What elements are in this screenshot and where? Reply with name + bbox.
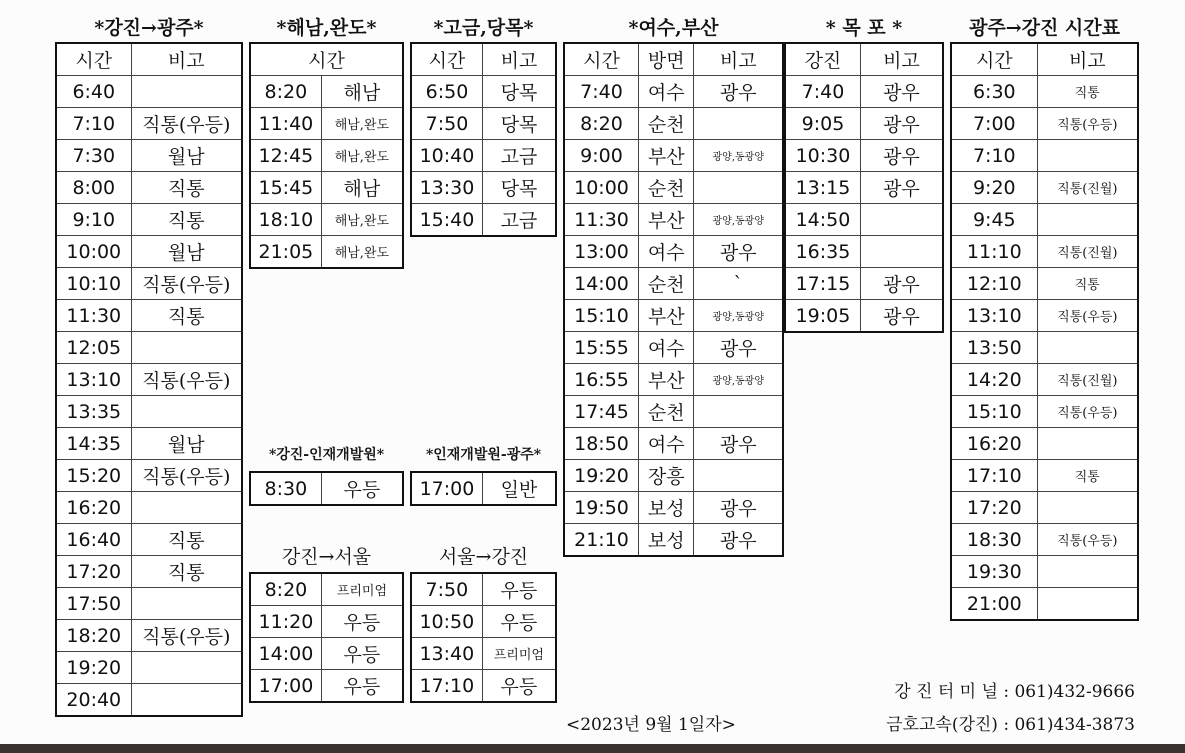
time-cell: 10:00 <box>564 172 638 204</box>
note-cell: 광우 <box>860 76 943 108</box>
time-cell: 15:20 <box>56 460 131 492</box>
table-row <box>564 332 783 364</box>
time-cell: 10:40 <box>411 140 482 172</box>
table-row <box>951 300 1138 332</box>
direction-cell: 보성 <box>638 524 694 557</box>
note-cell: 광우 <box>860 108 943 140</box>
table-row <box>56 620 242 652</box>
note-cell <box>131 588 242 620</box>
time-cell: 17:00 <box>250 670 321 703</box>
table-row <box>951 428 1138 460</box>
note-cell: 직통 <box>131 300 242 332</box>
time-cell: 7:40 <box>564 76 638 108</box>
table-row <box>951 460 1138 492</box>
table-row <box>56 76 242 108</box>
column-header-note: 비고 <box>1037 43 1138 76</box>
note-cell <box>1037 428 1138 460</box>
direction-cell: 순천 <box>638 108 694 140</box>
note-cell: 직통(우등) <box>131 620 242 652</box>
note-cell: 광양,동광양 <box>694 140 783 172</box>
note-cell: 광양,동광양 <box>694 300 783 332</box>
haenam-table <box>249 42 404 269</box>
inje-out-title: *강진-인재개발원* <box>268 447 385 463</box>
table-row <box>785 76 943 108</box>
table-row <box>56 556 242 588</box>
note-cell <box>131 684 242 717</box>
seoul-out-title: 강진→서울 <box>281 546 372 568</box>
note-cell: 월남 <box>131 236 242 268</box>
table-row <box>411 670 556 703</box>
note-cell: 직통 <box>1037 76 1138 108</box>
direction-cell: 보성 <box>638 492 694 524</box>
direction-cell: 여수 <box>638 332 694 364</box>
note-cell <box>860 204 943 236</box>
time-cell: 7:50 <box>411 108 482 140</box>
time-cell: 20:40 <box>56 684 131 717</box>
time-cell: 7:10 <box>56 108 131 140</box>
time-cell: 9:10 <box>56 204 131 236</box>
table-row <box>56 172 242 204</box>
seoul-out-table <box>249 572 404 703</box>
gangjin-return-title: 광주→강진 시간표 <box>968 17 1120 39</box>
note-cell: 광양,동광양 <box>694 364 783 396</box>
direction-cell: 순천 <box>638 396 694 428</box>
table-row <box>250 670 403 703</box>
note-cell: 광우 <box>860 172 943 204</box>
table-row <box>951 140 1138 172</box>
table-row <box>411 638 556 670</box>
note-cell: 직통(진월) <box>1037 172 1138 204</box>
note-cell: 광우 <box>694 524 783 557</box>
table-row <box>56 588 242 620</box>
table-row <box>250 140 403 172</box>
table-row <box>564 428 783 460</box>
inje-out-table <box>249 471 404 506</box>
time-cell: 18:20 <box>56 620 131 652</box>
table-row <box>411 76 556 108</box>
time-cell: 15:45 <box>250 172 321 204</box>
note-cell: 해남,완도 <box>321 204 403 236</box>
note-cell: 당목 <box>482 108 556 140</box>
column-header-time: 시간 <box>951 43 1037 76</box>
note-cell: 광양,동광양 <box>694 204 783 236</box>
table-row <box>564 460 783 492</box>
column-header-note: 비고 <box>860 43 943 76</box>
table-row <box>785 268 943 300</box>
note-cell: 직통 <box>131 524 242 556</box>
time-cell: 13:50 <box>951 332 1037 364</box>
gogeum-table <box>410 42 557 237</box>
note-cell <box>694 108 783 140</box>
direction-cell: 부산 <box>638 204 694 236</box>
time-cell: 9:20 <box>951 172 1037 204</box>
time-cell: 8:20 <box>564 108 638 140</box>
bottom-edge <box>0 744 1185 753</box>
table-row <box>411 108 556 140</box>
table-row <box>411 204 556 237</box>
note-cell <box>131 492 242 524</box>
table-row <box>951 524 1138 556</box>
time-cell: 17:20 <box>951 492 1037 524</box>
note-cell: 우등 <box>482 670 556 703</box>
table-row <box>785 300 943 333</box>
note-cell: 고금 <box>482 204 556 237</box>
note-cell: 직통 <box>1037 460 1138 492</box>
table-row <box>951 332 1138 364</box>
yeosu-table <box>563 42 784 557</box>
note-cell <box>131 396 242 428</box>
note-cell <box>1037 140 1138 172</box>
table-row <box>951 492 1138 524</box>
note-cell: 당목 <box>482 172 556 204</box>
time-cell: 8:20 <box>250 76 321 108</box>
table-row <box>564 108 783 140</box>
table-row <box>951 204 1138 236</box>
table-row <box>56 140 242 172</box>
time-cell: 7:50 <box>411 573 482 606</box>
direction-cell: 장흥 <box>638 460 694 492</box>
table-row <box>564 140 783 172</box>
note-cell: 직통 <box>131 556 242 588</box>
time-cell: 16:40 <box>56 524 131 556</box>
table-row <box>785 172 943 204</box>
table-row <box>564 172 783 204</box>
note-cell: 당목 <box>482 76 556 108</box>
table-row <box>56 524 242 556</box>
note-cell: 직통(진월) <box>1037 236 1138 268</box>
table-row <box>56 236 242 268</box>
time-cell: 7:40 <box>785 76 860 108</box>
direction-cell: 부산 <box>638 300 694 332</box>
column-header-note: 비고 <box>482 43 556 76</box>
table-row <box>56 492 242 524</box>
table-row <box>56 364 242 396</box>
time-cell: 10:10 <box>56 268 131 300</box>
time-cell: 6:50 <box>411 76 482 108</box>
time-cell: 21:00 <box>951 588 1037 621</box>
time-cell: 11:40 <box>250 108 321 140</box>
time-cell: 11:30 <box>564 204 638 236</box>
time-cell: 14:00 <box>250 638 321 670</box>
mokpo-table <box>784 42 944 333</box>
direction-cell: 부산 <box>638 140 694 172</box>
note-cell: 직통(우등) <box>131 364 242 396</box>
time-cell: 13:35 <box>56 396 131 428</box>
note-cell: 직통 <box>131 172 242 204</box>
time-cell: 14:35 <box>56 428 131 460</box>
table-row <box>250 573 403 606</box>
time-cell: 17:00 <box>411 472 482 505</box>
direction-cell: 부산 <box>638 364 694 396</box>
table-row <box>56 460 242 492</box>
table-row <box>411 140 556 172</box>
note-cell: 우등 <box>321 606 403 638</box>
time-cell: 19:20 <box>564 460 638 492</box>
table-row <box>56 108 242 140</box>
time-cell: 17:20 <box>56 556 131 588</box>
time-cell: 15:10 <box>564 300 638 332</box>
time-cell: 10:30 <box>785 140 860 172</box>
table-row <box>56 652 242 684</box>
table-row <box>564 492 783 524</box>
note-cell <box>1037 588 1138 621</box>
table-row <box>411 606 556 638</box>
note-cell: 직통(우등) <box>1037 396 1138 428</box>
column-header-note: 비고 <box>694 43 783 76</box>
time-cell: 14:00 <box>564 268 638 300</box>
gwangju-table <box>55 42 243 717</box>
note-cell: 월남 <box>131 140 242 172</box>
table-row <box>564 236 783 268</box>
time-cell: 8:00 <box>56 172 131 204</box>
time-cell: 8:30 <box>250 472 321 505</box>
inje-in-table <box>410 471 557 506</box>
table-row <box>56 428 242 460</box>
table-row <box>56 268 242 300</box>
table-row <box>411 472 556 505</box>
note-cell: 월남 <box>131 428 242 460</box>
time-cell: 15:10 <box>951 396 1037 428</box>
note-cell <box>860 236 943 268</box>
table-row <box>951 108 1138 140</box>
note-cell: 광우 <box>860 268 943 300</box>
table-row <box>411 172 556 204</box>
note-cell: 직통 <box>1037 268 1138 300</box>
column-header-gangjin: 강진 <box>785 43 860 76</box>
note-cell: ` <box>694 268 783 300</box>
yeosu-title: *여수,부산 <box>628 17 719 39</box>
note-cell: 우등 <box>321 472 403 505</box>
table-row <box>250 638 403 670</box>
note-cell <box>1037 332 1138 364</box>
note-cell: 광우 <box>694 76 783 108</box>
direction-cell: 순천 <box>638 268 694 300</box>
seoul-in-title: 서울→강진 <box>438 546 529 568</box>
time-cell: 10:50 <box>411 606 482 638</box>
time-cell: 9:00 <box>564 140 638 172</box>
note-cell: 해남,완도 <box>321 140 403 172</box>
time-cell: 11:20 <box>250 606 321 638</box>
direction-cell: 여수 <box>638 76 694 108</box>
time-cell: 21:10 <box>564 524 638 557</box>
direction-cell: 여수 <box>638 236 694 268</box>
time-cell: 19:05 <box>785 300 860 333</box>
time-cell: 19:30 <box>951 556 1037 588</box>
table-row <box>56 300 242 332</box>
table-row <box>785 204 943 236</box>
table-row <box>951 556 1138 588</box>
table-row <box>411 573 556 606</box>
inje-in-title: *인재개발원-광주* <box>425 447 542 463</box>
time-cell: 12:45 <box>250 140 321 172</box>
time-cell: 7:10 <box>951 140 1037 172</box>
table-row <box>250 204 403 236</box>
direction-cell: 순천 <box>638 172 694 204</box>
note-cell: 광우 <box>860 300 943 333</box>
note-cell: 프리미엄 <box>321 573 403 606</box>
note-cell <box>694 172 783 204</box>
note-cell: 광우 <box>694 236 783 268</box>
note-cell: 직통(진월) <box>1037 364 1138 396</box>
time-cell: 6:40 <box>56 76 131 108</box>
time-cell: 17:45 <box>564 396 638 428</box>
time-cell: 14:50 <box>785 204 860 236</box>
table-row <box>564 300 783 332</box>
time-cell: 15:55 <box>564 332 638 364</box>
table-row <box>56 332 242 364</box>
time-cell: 21:05 <box>250 236 321 269</box>
note-cell <box>1037 204 1138 236</box>
table-row <box>951 588 1138 621</box>
note-cell: 프리미엄 <box>482 638 556 670</box>
column-header-time: 시간 <box>56 43 131 76</box>
time-cell: 11:30 <box>56 300 131 332</box>
table-row <box>951 236 1138 268</box>
time-cell: 13:15 <box>785 172 860 204</box>
time-cell: 16:35 <box>785 236 860 268</box>
time-cell: 13:10 <box>951 300 1037 332</box>
table-row <box>250 236 403 269</box>
time-cell: 13:10 <box>56 364 131 396</box>
time-cell: 6:30 <box>951 76 1037 108</box>
time-cell: 18:30 <box>951 524 1037 556</box>
time-cell: 17:15 <box>785 268 860 300</box>
note-cell <box>694 460 783 492</box>
haenam-title: *해남,완도* <box>276 17 377 39</box>
note-cell: 직통(우등) <box>131 108 242 140</box>
time-cell: 19:50 <box>564 492 638 524</box>
gwangju-title: *강진→광주* <box>94 17 204 39</box>
note-cell <box>1037 492 1138 524</box>
table-row <box>951 172 1138 204</box>
note-cell: 광우 <box>694 492 783 524</box>
note-cell: 직통(우등) <box>131 268 242 300</box>
seoul-in-table <box>410 572 557 703</box>
column-header-direction: 방면 <box>638 43 694 76</box>
table-row <box>785 140 943 172</box>
time-cell: 15:40 <box>411 204 482 237</box>
note-cell <box>694 396 783 428</box>
note-cell: 우등 <box>482 606 556 638</box>
note-cell <box>1037 556 1138 588</box>
table-row <box>785 236 943 268</box>
note-cell <box>131 76 242 108</box>
note-cell: 광우 <box>694 332 783 364</box>
gogeum-title: *고금,당목* <box>433 17 534 39</box>
time-cell: 9:45 <box>951 204 1037 236</box>
time-cell: 12:05 <box>56 332 131 364</box>
time-cell: 13:40 <box>411 638 482 670</box>
table-row <box>951 396 1138 428</box>
time-cell: 18:10 <box>250 204 321 236</box>
note-cell <box>131 332 242 364</box>
column-header-note: 비고 <box>131 43 242 76</box>
mokpo-title: * 목 포 * <box>825 17 903 39</box>
time-cell: 18:50 <box>564 428 638 460</box>
table-row <box>951 364 1138 396</box>
time-cell: 9:05 <box>785 108 860 140</box>
column-header-time: 시간 <box>564 43 638 76</box>
terminal-phone: 강 진 터 미 널 : 061)432-9666 <box>894 682 1135 702</box>
note-cell: 고금 <box>482 140 556 172</box>
note-cell: 직통(우등) <box>1037 108 1138 140</box>
time-cell: 7:30 <box>56 140 131 172</box>
note-cell <box>131 652 242 684</box>
table-row <box>785 108 943 140</box>
table-row <box>564 76 783 108</box>
time-cell: 10:00 <box>56 236 131 268</box>
note-cell: 직통(우등) <box>131 460 242 492</box>
table-row <box>564 204 783 236</box>
time-cell: 13:00 <box>564 236 638 268</box>
gangjin-return-table <box>950 42 1139 621</box>
kumho-phone: 금호고속(강진) : 061)434-3873 <box>886 715 1135 735</box>
table-row <box>250 472 403 505</box>
note-cell: 해남 <box>321 76 403 108</box>
note-cell: 일반 <box>482 472 556 505</box>
table-row <box>250 76 403 108</box>
note-cell: 해남,완도 <box>321 108 403 140</box>
table-row <box>564 364 783 396</box>
note-cell: 우등 <box>321 638 403 670</box>
direction-cell: 여수 <box>638 428 694 460</box>
note-cell: 광우 <box>860 140 943 172</box>
column-header-time: 시간 <box>411 43 482 76</box>
table-row <box>56 684 242 717</box>
time-cell: 17:10 <box>951 460 1037 492</box>
note-cell: 직통(우등) <box>1037 300 1138 332</box>
time-cell: 17:10 <box>411 670 482 703</box>
note-cell: 광우 <box>694 428 783 460</box>
column-header-time: 시간 <box>250 43 403 76</box>
table-row <box>564 268 783 300</box>
note-cell: 우등 <box>482 573 556 606</box>
issue-date: <2023년 9월 1일자> <box>566 715 736 735</box>
time-cell: 7:00 <box>951 108 1037 140</box>
table-row <box>250 108 403 140</box>
table-row <box>56 204 242 236</box>
table-row <box>564 524 783 557</box>
time-cell: 16:55 <box>564 364 638 396</box>
note-cell: 우등 <box>321 670 403 703</box>
table-row <box>951 268 1138 300</box>
table-row <box>250 606 403 638</box>
note-cell: 직통(우등) <box>1037 524 1138 556</box>
table-row <box>564 396 783 428</box>
time-cell: 12:10 <box>951 268 1037 300</box>
time-cell: 11:10 <box>951 236 1037 268</box>
time-cell: 8:20 <box>250 573 321 606</box>
note-cell: 해남 <box>321 172 403 204</box>
time-cell: 19:20 <box>56 652 131 684</box>
table-row <box>56 396 242 428</box>
time-cell: 16:20 <box>951 428 1037 460</box>
note-cell: 해남,완도 <box>321 236 403 269</box>
time-cell: 13:30 <box>411 172 482 204</box>
time-cell: 14:20 <box>951 364 1037 396</box>
table-row <box>951 76 1138 108</box>
time-cell: 16:20 <box>56 492 131 524</box>
note-cell: 직통 <box>131 204 242 236</box>
table-row <box>250 172 403 204</box>
time-cell: 17:50 <box>56 588 131 620</box>
